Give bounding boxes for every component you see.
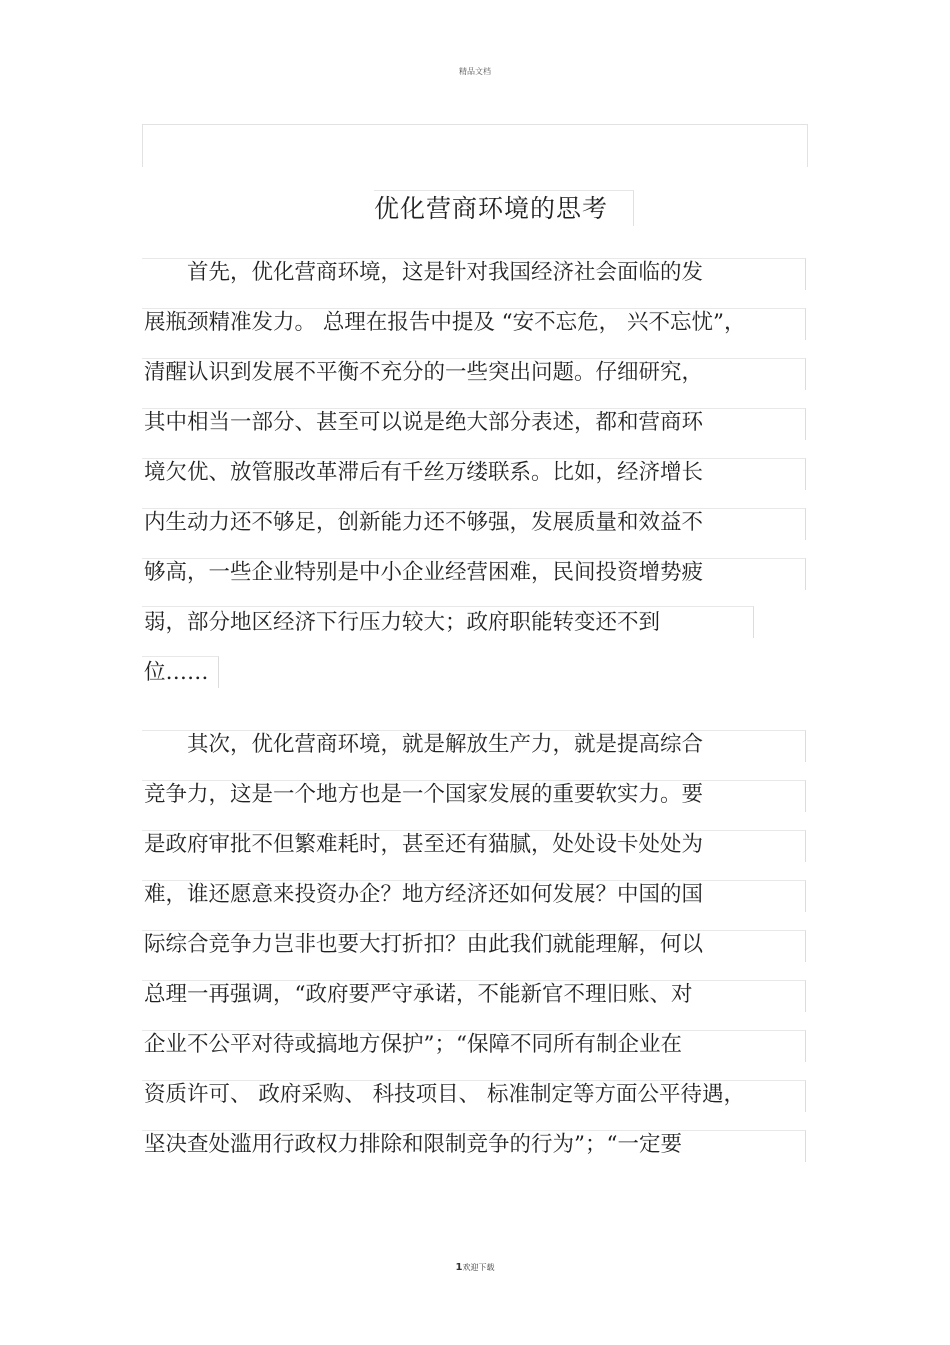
header-box xyxy=(142,124,808,167)
body-line: 其中相当一部分、甚至可以说是绝大部分表述，都和营商环 xyxy=(144,410,704,435)
body-line: 企业不公平对待或搞地方保护”；“保障不同所有制企业在 xyxy=(144,1032,682,1057)
footer-text: 欢迎下载 xyxy=(462,1263,495,1272)
body-line: 是政府审批不但繁难耗时，甚至还有猫腻，处处设卡处处为 xyxy=(144,832,704,857)
document-title: 优化营商环境的思考 xyxy=(374,190,634,226)
body-line: 境欠优、放管服改革滞后有千丝万缕联系。比如，经济增长 xyxy=(144,460,704,485)
body-line: 资质许可、 政府采购、 科技项目、 标准制定等方面公平待遇， xyxy=(144,1082,746,1107)
body-line: 难，谁还愿意来投资办企？地方经济还如何发展？中国的国 xyxy=(144,882,704,907)
body-line: 竞争力，这是一个地方也是一个国家发展的重要软实力。要 xyxy=(144,782,704,807)
page-header: 精品文档 xyxy=(459,67,491,76)
body-line: 清醒认识到发展不平衡不充分的一些突出问题。仔细研究， xyxy=(144,360,704,385)
page-footer xyxy=(0,1262,950,1273)
body-line: 内生动力还不够足，创新能力还不够强，发展质量和效益不 xyxy=(144,510,704,535)
body-line: 际综合竞争力岂非也要大打折扣？由此我们就能理解，何以 xyxy=(144,932,704,957)
page-number: 1 xyxy=(455,1262,463,1273)
body-line: 其次，优化营商环境，就是解放生产力，就是提高综合 xyxy=(144,732,704,757)
body-line: 首先，优化营商环境，这是针对我国经济社会面临的发 xyxy=(144,260,704,285)
body-line: 展瓶颈精准发力。 总理在报告中提及 “安不忘危， 兴不忘忧”， xyxy=(144,310,746,335)
body-line: 总理一再强调，“政府要严守承诺，不能新官不理旧账、对 xyxy=(144,982,693,1007)
body-line: 坚决查处滥用行政权力排除和限制竞争的行为”；“一定要 xyxy=(144,1132,682,1157)
body-line: 位…… xyxy=(144,660,209,685)
body-line: 弱，部分地区经济下行压力较大；政府职能转变还不到 xyxy=(144,610,661,635)
body-line: 够高，一些企业特别是中小企业经营困难，民间投资增势疲 xyxy=(144,560,704,585)
